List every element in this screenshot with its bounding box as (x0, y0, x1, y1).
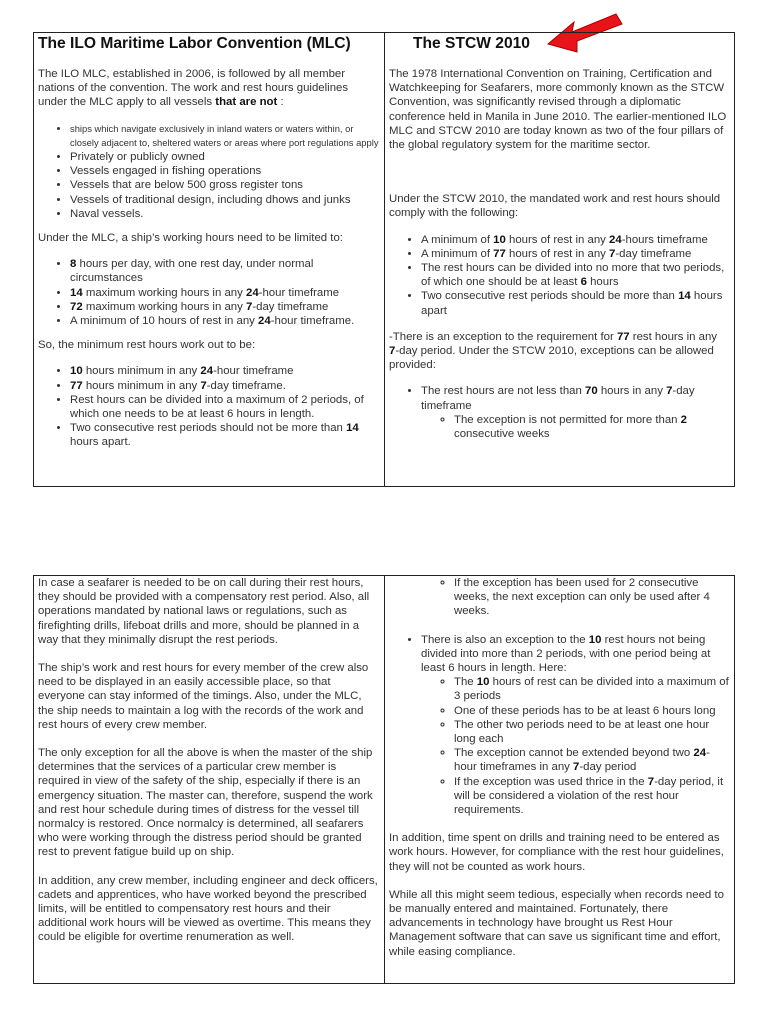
list-item: • A minimum of 10 hours of rest in any 24-hour timeframe. (70, 314, 380, 328)
mlc-work-list (38, 257, 380, 328)
list-item: • Vessels of traditional design, including dhows and junks (70, 193, 380, 207)
list-item: ◦ The other two periods need to be at least one hour long each (454, 718, 730, 746)
stcw-sublist-continued (389, 576, 730, 619)
mlc-column (34, 33, 385, 486)
list-item: • Two consecutive rest periods should be more than 14 hours apart (421, 289, 730, 317)
list-item: • There is also an exception to the 10 rest hours not being divided into more than 2 periods, with one period being at least 6 hours in length. Here: ◦ The 10 hours of rest can be divided into a maximum of 3 periods ◦ One of these periods has to be at least 6 hours long ◦ The other two periods need to be at least one hour long each ◦ The exception cannot be extended beyond two 24-hour timeframes in any 7-day period ◦ If the exception was used thrice in the 7-day period, it will be considered a violation of the rest hour requirements. (421, 633, 730, 818)
mlc-exempt-list (38, 150, 380, 221)
list-item: ◦ If the exception was used thrice in the 7-day period, it will be considered a violation of the rest hour requirements. (454, 775, 730, 818)
stcw-mandate-list (389, 233, 730, 318)
mlc-rest-intro: So, the minimum rest hours work out to be: (38, 339, 256, 352)
list-item: • 8 hours per day, with one rest day, under normal circumstances (70, 257, 380, 285)
stcw-title: The STCW 2010 (413, 35, 530, 52)
mlc-exempt-list-first (38, 122, 380, 150)
list-item: • A minimum of 10 hours of rest in any 24-hours timeframe (421, 233, 730, 247)
mlc-title: The ILO Maritime Labor Convention (MLC) (38, 35, 351, 52)
list-item: • 10 hours minimum in any 24-hour timeframe (70, 364, 380, 378)
stcw-intro: The 1978 International Convention on Training, Certification and Watchkeeping for Seafarers, more commonly known as the STCW Convention, was significantly revised through a diplomatic conference held in Manila in June 2010. The earlier-mentioned ILO MLC and STCW 2010 are today known as two of the four pillars of the global regulatory system for the maritime sector. (389, 68, 727, 152)
list-item: ◦ One of these periods has to be at least 6 hours long (454, 704, 730, 718)
list-item: ◦ The 10 hours of rest can be divided into a maximum of 3 periods (454, 675, 730, 703)
list-item: • The rest hours are not less than 70 hours in any 7-day timeframe ◦ The exception is not permitted for more than 2 consecutive weeks (421, 384, 730, 441)
stcw-paragraph-1: In addition, time spent on drills and training need to be entered as work hours. However, for compliance with the rest hour guidelines, they will not be counted as work hours. (389, 832, 724, 873)
stcw-exception-sublist (421, 413, 730, 441)
stcw-column (385, 33, 734, 486)
comparison-table-1 (33, 32, 735, 487)
mlc-continued-column (34, 576, 385, 983)
stcw-paragraph-2: While all this might seem tedious, especially when records need to be manually entered and maintained. Fortunately, there advancements in technology have brought us Rest Hour Management software that can save us significant time and effort, while easing compliance. (389, 888, 724, 958)
list-item: • Naval vessels. (70, 207, 380, 221)
comparison-table-2 (33, 575, 735, 984)
mlc-intro: The ILO MLC, established in 2006, is followed by all member nations of the convention. The work and rest hours guidelines under the MLC apply to all vessels that are not : (38, 68, 349, 109)
list-item: ◦ The exception is not permitted for more than 2 consecutive weeks (454, 413, 730, 441)
list-item: • 77 hours minimum in any 7-day timeframe. (70, 379, 380, 393)
stcw-exception-2-sublist (421, 675, 730, 817)
list-item: • A minimum of 77 hours of rest in any 7-day timeframe (421, 247, 730, 261)
stcw-exception-2-list (389, 633, 730, 818)
mlc-paragraph-3: The only exception for all the above is when the master of the ship determines that the services of a particular crew member is required in view of the safety of the ship, especially if there is an emergency situation. The master can, therefore, suspend the work and rest hour schedule during times of distress for the vessel till normalcy is restored. Once normalcy is determined, all seafarers who were working through the distress period should be granted rest to prevent fatigue build up on ship. (38, 747, 373, 859)
mlc-work-intro: Under the MLC, a ship’s working hours need to be limited to: (38, 232, 343, 245)
stcw-exception-list (389, 384, 730, 441)
mlc-paragraph-4: In addition, any crew member, including engineer and deck officers, cadets and apprentices, who have worked beyond the prescribed limits, will be entitled to compensatory rest hours and their additional work hours will be viewed as overtime. This means they could be eligible for overtime renumeration as well. (38, 874, 378, 944)
stcw-continued-column (385, 576, 734, 983)
list-item: • 72 maximum working hours in any 7-day timeframe (70, 300, 380, 314)
list-item: ◦ If the exception has been used for 2 consecutive weeks, the next exception can only be used after 4 weeks. (454, 576, 730, 619)
stcw-exception-intro: -There is an exception to the requirement for 77 rest hours in any 7-day period. Under the STCW 2010, exceptions can be allowed provided: (389, 330, 717, 372)
list-item: • Vessels engaged in fishing operations (70, 164, 380, 178)
list-item: • Rest hours can be divided into a maximum of 2 periods, of which one needs to be at least 6 hours in length. (70, 393, 380, 421)
mlc-rest-list (38, 364, 380, 449)
mlc-paragraph-2: The ship’s work and rest hours for every member of the crew also need to be displayed in an easily accessible place, so that everyone can stay informed of the timings. Also, under the MLC, the ship needs to maintain a log with the records of the work and rest hours of every crew member. (38, 662, 369, 731)
list-item: • Privately or publicly owned (70, 150, 380, 164)
list-item: • 14 maximum working hours in any 24-hour timeframe (70, 286, 380, 300)
list-item: • Two consecutive rest periods should not be more than 14 hours apart. (70, 421, 380, 449)
list-item: • Vessels that are below 500 gross register tons (70, 178, 380, 192)
stcw-mandate-intro: Under the STCW 2010, the mandated work and rest hours should comply with the following: (389, 193, 721, 220)
list-item: • ships which navigate exclusively in inland waters or waters within, or closely adjacent to, sheltered waters or areas where port regulations apply (70, 122, 380, 150)
list-item: ◦ The exception cannot be extended beyond two 24-hour timeframes in any 7-day period (454, 746, 730, 774)
mlc-paragraph-1: In case a seafarer is needed to be on call during their rest hours, they should be provided with a compensatory rest period. Also, all operations mandated by national laws or regulations, such as firefighting drills, lifeboat drills and more, should be planned in a way that they minimally disrupt the rest periods. (38, 577, 370, 646)
list-item: • The rest hours can be divided into no more that two periods, of which one should be at least 6 hours (421, 261, 730, 289)
